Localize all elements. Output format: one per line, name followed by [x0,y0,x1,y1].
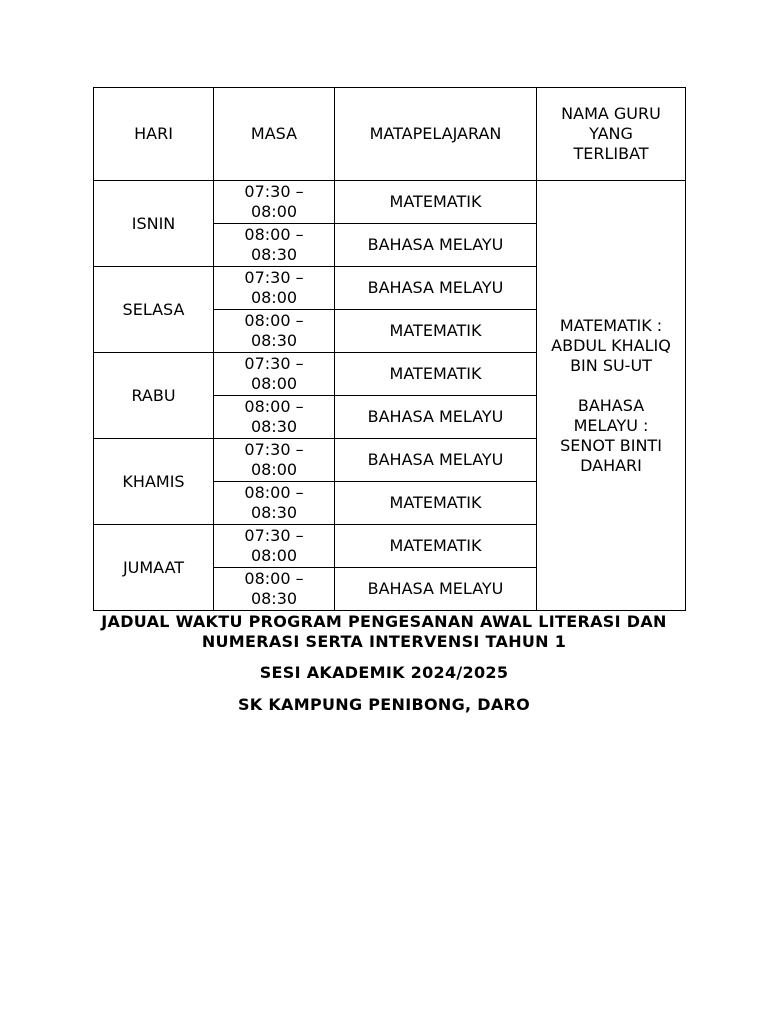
teacher-math: MATEMATIK : ABDUL KHALIQ BIN SU-UT [551,315,671,375]
table-row [94,181,686,224]
header-hari: HARI [94,88,214,181]
time-end: 08:00 [250,288,298,307]
teacher-spacer [551,376,671,396]
time-end: 08:00 [250,374,298,393]
schedule-table [93,87,686,611]
teacher-cell [537,181,686,611]
subject-cell: BAHASA MELAYU [335,568,537,611]
time-start: 08:00 – [244,225,304,244]
day-cell: ISNIN [94,181,214,267]
subject-cell: BAHASA MELAYU [335,439,537,482]
time-end: 08:30 [250,503,298,522]
subject-cell: BAHASA MELAYU [335,224,537,267]
time-cell [214,482,335,525]
subject-cell: MATEMATIK [335,482,537,525]
subject-cell: MATEMATIK [335,310,537,353]
header-nama-guru: NAMA GURU YANG TERLIBAT [537,88,686,181]
time-cell [214,568,335,611]
time-cell [214,224,335,267]
academic-session: SESI AKADEMIK 2024/2025 [259,663,509,682]
time-end: 08:00 [250,546,298,565]
schedule-title: JADUAL WAKTU PROGRAM PENGESANAN AWAL LITERASI DAN NUMERASI SERTA INTERVENSI TAHUN 1 [101,612,667,651]
subject-cell: MATEMATIK [335,525,537,568]
time-start: 07:30 – [244,182,304,201]
day-cell: RABU [94,353,214,439]
time-start: 08:00 – [244,397,304,416]
header-matapelajaran: MATAPELAJARAN [335,88,537,181]
header-row [94,88,686,181]
school-name: SK KAMPUNG PENIBONG, DARO [237,695,531,714]
time-end: 08:30 [250,245,298,264]
time-start: 07:30 – [244,268,304,287]
time-cell [214,396,335,439]
day-cell: JUMAAT [94,525,214,611]
header-masa: MASA [214,88,335,181]
time-start: 07:30 – [244,440,304,459]
time-end: 08:30 [250,417,298,436]
time-cell [214,439,335,482]
time-start: 07:30 – [244,354,304,373]
time-cell [214,267,335,310]
time-end: 08:00 [250,202,298,221]
time-start: 08:00 – [244,569,304,588]
subject-cell: MATEMATIK [335,181,537,224]
subject-cell: MATEMATIK [335,353,537,396]
subject-cell: BAHASA MELAYU [335,396,537,439]
time-cell [214,310,335,353]
time-start: 07:30 – [244,526,304,545]
time-end: 08:30 [250,589,298,608]
time-start: 08:00 – [244,483,304,502]
teacher-malay: BAHASA MELAYU : SENOT BINTI DAHARI [560,395,662,475]
time-cell [214,353,335,396]
day-cell: KHAMIS [94,439,214,525]
time-start: 08:00 – [244,311,304,330]
time-end: 08:30 [250,331,298,350]
subject-cell: BAHASA MELAYU [335,267,537,310]
time-end: 08:00 [250,460,298,479]
day-cell: SELASA [94,267,214,353]
time-cell [214,525,335,568]
time-cell [214,181,335,224]
